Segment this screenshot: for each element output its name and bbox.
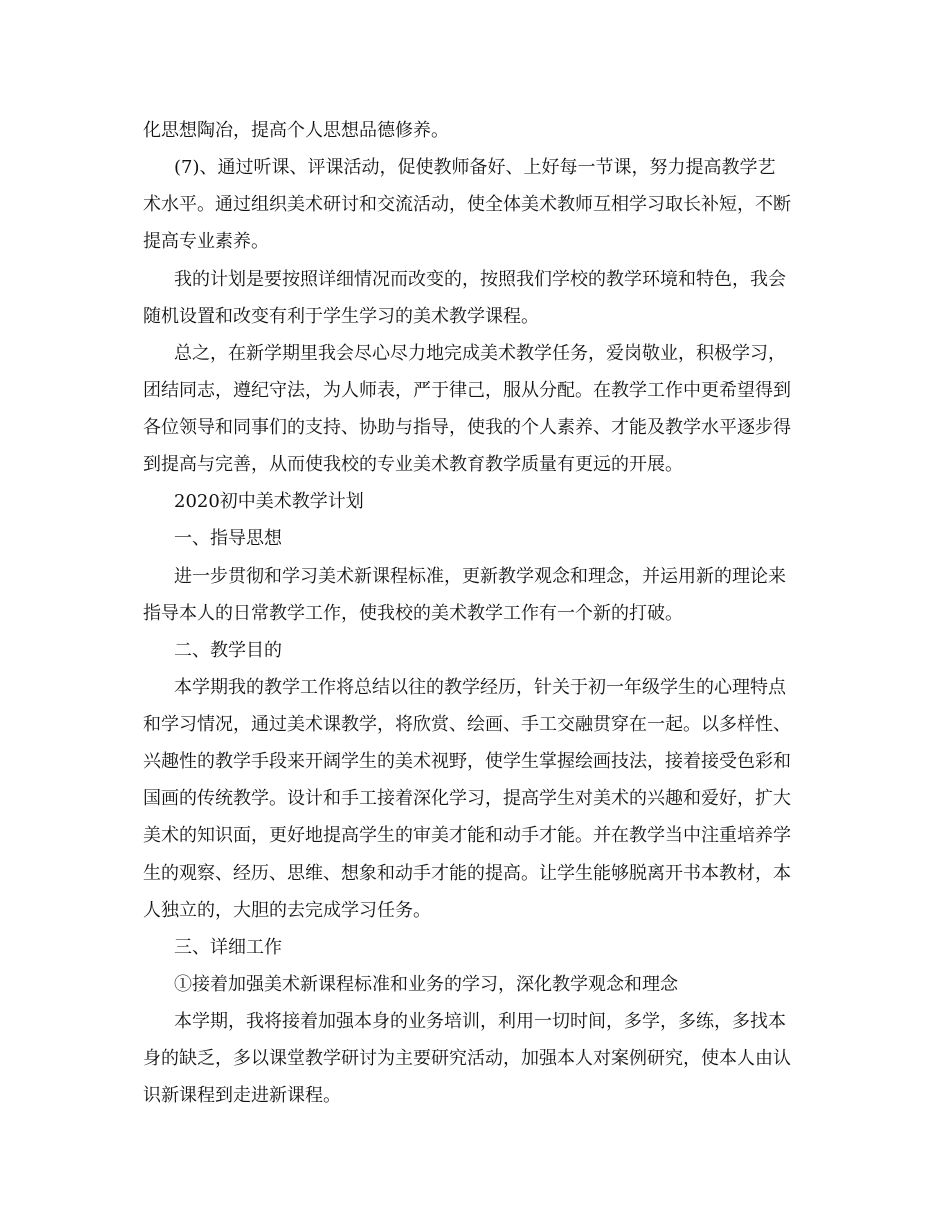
text-line: 身的缺乏，多以课堂教学研讨为主要研究活动，加强本人对案例研究，使本人由认 (143, 1048, 791, 1069)
text-line: 兴趣性的教学手段来开阔学生的美术视野，使学生掌握绘画技法，接着接受色彩和 (143, 751, 791, 772)
section-heading: 二、教学目的 (174, 640, 282, 661)
text-line: 生的观察、经历、思维、想象和动手才能的提高。让学生能够脱离开书本教材，本 (143, 863, 791, 884)
section-heading: 一、指导思想 (174, 528, 282, 549)
text-line: 随机设置和改变有利于学生学习的美术教学课程。 (143, 306, 539, 327)
text-line: 术水平。通过组织美术研讨和交流活动，使全体美术教师互相学习取长补短，不断 (143, 194, 791, 215)
text-line: 美术的知识面，更好地提高学生的审美才能和动手才能。并在教学当中注重培养学 (143, 825, 791, 846)
text-line: 和学习情况，通过美术课教学，将欣赏、绘画、手工交融贯穿在一起。以多样性、 (143, 714, 791, 735)
text-line: 国画的传统教学。设计和手工接着深化学习，提高学生对美术的兴趣和爱好，扩大 (143, 788, 791, 809)
text-line: 各位领导和同事们的支持、协助与指导，使我的个人素养、才能及教学水平逐步得 (143, 417, 791, 438)
text-line: 识新课程到走进新课程。 (143, 1085, 341, 1106)
text-line: 进一步贯彻和学习美术新课程标准，更新教学观念和理念，并运用新的理论来 (174, 566, 786, 587)
subsection-heading: ①接着加强美术新课程标准和业务的学习，深化教学观念和理念 (174, 974, 678, 995)
text-line: 人独立的，大胆的去完成学习任务。 (143, 900, 431, 921)
section-heading: 三、详细工作 (174, 937, 282, 958)
text-line: 本学期，我将接着加强本身的业务培训，利用一切时间，多学，多练，多找本 (174, 1011, 786, 1032)
text-line: 化思想陶冶，提高个人思想品德修养。 (143, 120, 449, 141)
text-line: 指导本人的日常教学工作，使我校的美术教学工作有一个新的打破。 (143, 603, 683, 624)
text-line: 提高专业素养。 (143, 231, 269, 252)
document-heading: 2020初中美术教学计划 (174, 491, 364, 512)
text-line: 总之，在新学期里我会尽心尽力地完成美术教学任务，爱岗敬业，积极学习， (174, 343, 786, 364)
text-line: 本学期我的教学工作将总结以往的教学经历，针关于初一年级学生的心理特点 (174, 677, 786, 698)
text-line: 到提高与完善，从而使我校的专业美术教育教学质量有更远的开展。 (143, 454, 683, 475)
text-line: 团结同志，遵纪守法，为人师表，严于律己，服从分配。在教学工作中更希望得到 (143, 380, 791, 401)
text-line: 我的计划是要按照详细情况而改变的，按照我们学校的教学环境和特色，我会 (174, 269, 786, 290)
text-line: (7)、通过听课、评课活动，促使教师备好、上好每一节课，努力提高教学艺 (174, 157, 776, 178)
